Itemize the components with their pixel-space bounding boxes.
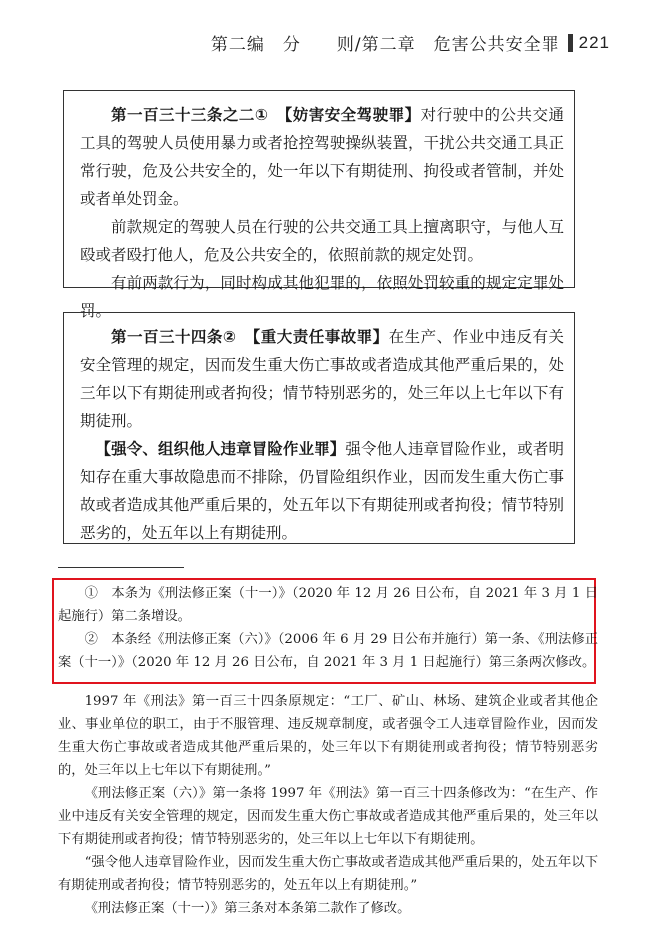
footnote-divider	[58, 567, 184, 568]
article-133-2-para2: 前款规定的驾驶人员在行驶的公共交通工具上擅离职守，与他人互殴或者殴打他人，危及公共安全的，依照前款的规定处罚。	[80, 218, 564, 264]
history-para-4: 《刑法修正案（十一）》第三条对本条第二款作了修改。	[84, 901, 411, 916]
article-134-box	[63, 312, 575, 544]
header-separator-bar	[568, 34, 573, 52]
article-134-text2: 强令他人违章冒险作业，或者明知存在重大事故隐患而不排除，仍冒险组织作业，因而发生重大伤亡事故或者造成其他严重后果的，处五年以下有期徒刑或者拘役；情节特别恶劣的，处五年以上有期徒刑。	[80, 440, 564, 542]
footnotes	[58, 582, 598, 674]
history-para-3: “强令他人违章冒险作业，因而发生重大伤亡事故或者造成其他严重后果的，处五年以下有期徒刑或者拘役；情节特别恶劣的，处五年以上有期徒刑。”	[58, 855, 598, 893]
article-133-2-text1: 对行驶中的公共交通工具的驾驶人员使用暴力或者抢控驾驶操纵装置，干扰公共交通工具正常行驶，危及公共安全的，处一年以下有期徒刑、拘役或者管制，并处或者单处罚金。	[80, 106, 564, 208]
article-134-para2	[80, 435, 564, 547]
amendment-history	[58, 690, 598, 920]
history-para-2: 《刑法修正案（六）》第一条将 1997 年《刑法》第一百三十四条修改为：“在生产、作业中违反有关安全管理的规定，因而发生重大伤亡事故或者造成其他严重后果的，处三年以下有期徒刑或者拘役；情节特别恶劣的，处三年以上七年以下有期徒刑。	[58, 786, 598, 847]
article-133-2-box	[63, 90, 575, 320]
article-133-2-para1	[80, 101, 564, 213]
footnote-2: ② 本条经《刑法修正案（六）》（2006 年 6 月 29 日公布并施行）第一条、《刑法修正案（十一）》（2020 年 12 月 26 日公布，自 2021 年 3 月 1 日起施行）第三条两次修改。	[58, 632, 598, 670]
footnote-1: ① 本条为《刑法修正案（十一）》（2020 年 12 月 26 日公布，自 2021 年 3 月 1 日起施行）第二条增设。	[58, 586, 598, 624]
crime-name-major-liability: 【重大责任事故罪】	[252, 328, 389, 346]
header-chapter: 第二编 分 则/第二章 危害公共安全罪	[210, 35, 560, 55]
article-134-number: 第一百三十四条②	[111, 328, 237, 346]
history-para-1: 1997 年《刑法》第一百三十四条原规定：“工厂、矿山、林场、建筑企业或者其他企业、事业单位的职工，由于不服管理、违反规章制度，或者强令工人违章冒险作业，因而发生重大伤亡事故或者造成其他严重后果的，处三年以下有期徒刑或者拘役；情节特别恶劣的，处三年以上七年以下有期徒刑。”	[58, 694, 598, 778]
article-134-text1: 在生产、作业中违反有关安全管理的规定，因而发生重大伤亡事故或者造成其他严重后果的，处三年以下有期徒刑或者拘役；情节特别恶劣的，处三年以上七年以下有期徒刑。	[80, 328, 564, 430]
crime-name-forced-risky-work: 【强令、组织他人违章冒险作业罪】	[95, 440, 346, 458]
article-133-2-number: 第一百三十三条之二①	[111, 106, 269, 124]
page-number: 221	[578, 32, 610, 52]
article-134-para1	[80, 323, 564, 435]
article-133-2-para3: 有前两款行为，同时构成其他犯罪的，依照处罚较重的规定定罪处罚。	[80, 274, 564, 320]
crime-name-safe-driving: 【妨害安全驾驶罪】	[284, 106, 421, 124]
running-header	[211, 30, 610, 55]
